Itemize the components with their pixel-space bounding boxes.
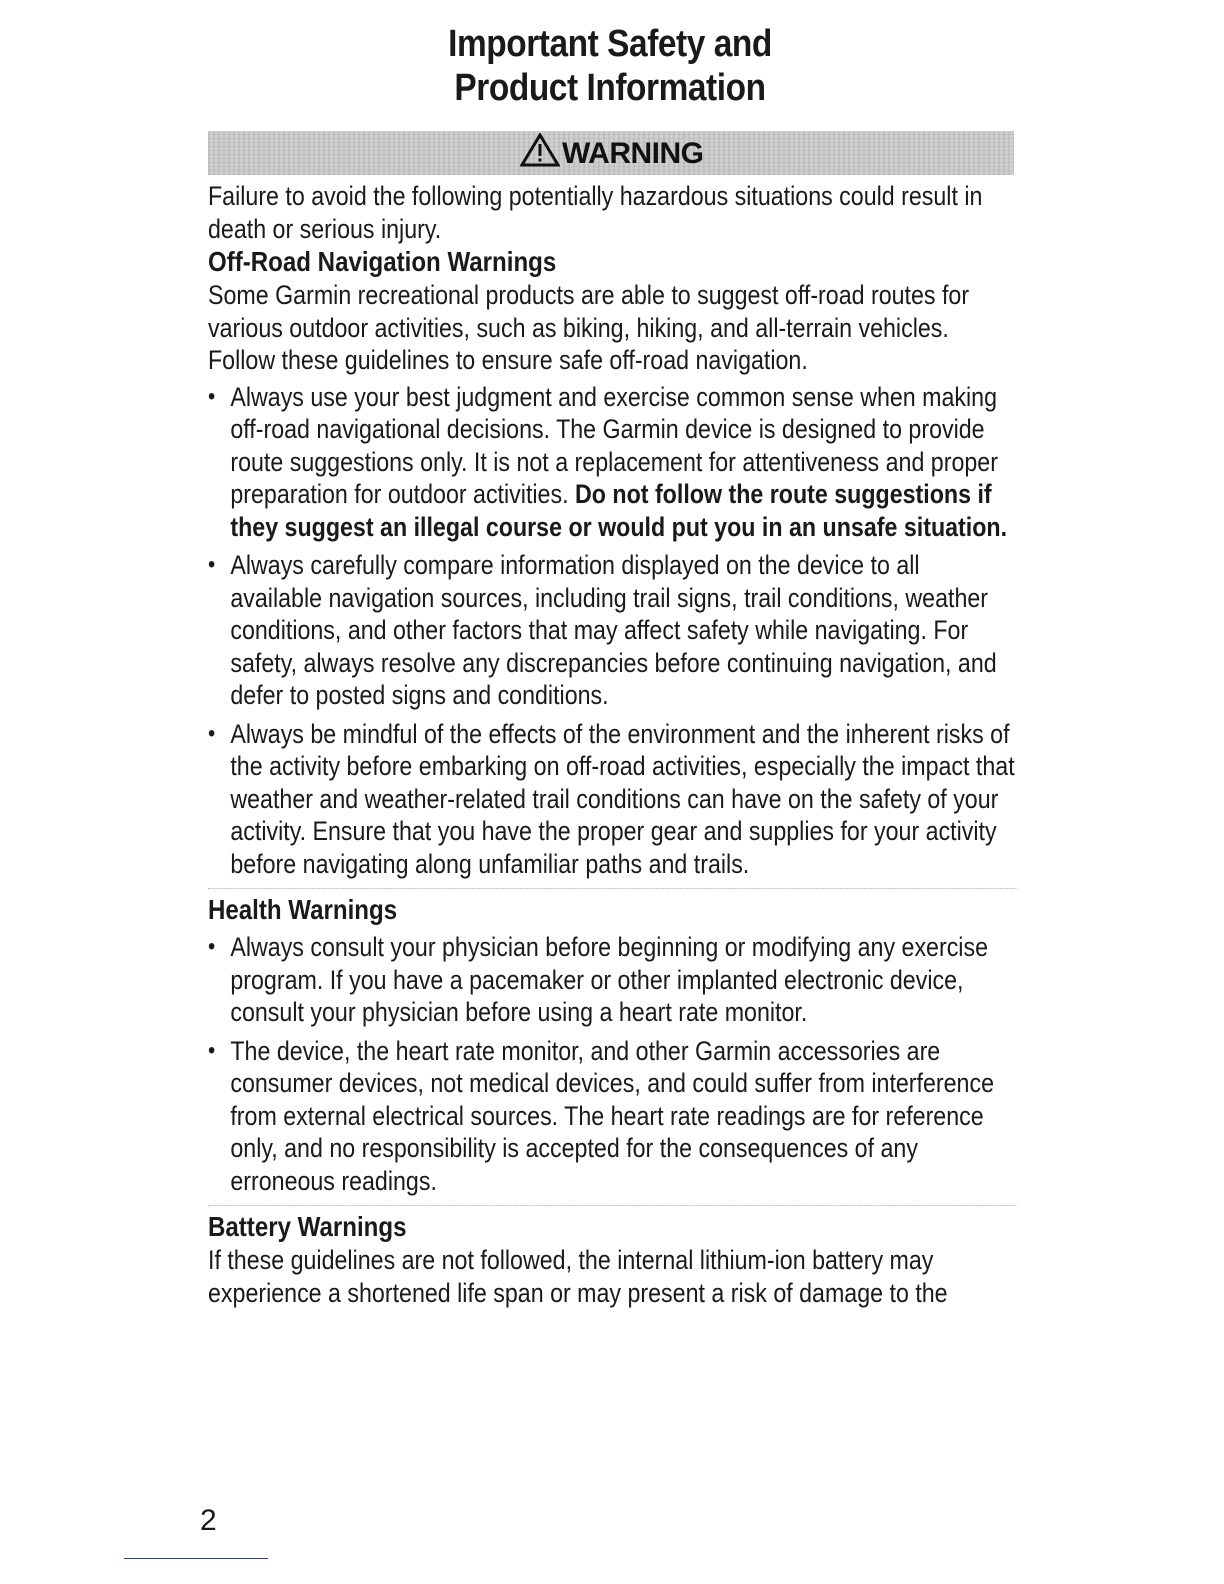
warning-label: WARNING: [562, 137, 704, 170]
warning-intro: Failure to avoid the following potentially hazardous situations could result in death or serious injury.: [208, 181, 983, 244]
page-title-line-2: Product Information: [454, 67, 766, 109]
section-divider: [208, 888, 1016, 889]
page-number: 2: [200, 1504, 217, 1537]
document-body: [208, 180, 1018, 1309]
heading-offroad: Off-Road Navigation Warnings: [208, 246, 557, 277]
heading-health: Health Warnings: [208, 894, 398, 925]
section-divider: [208, 1205, 1016, 1206]
list-item: [208, 931, 1016, 1029]
bullet-icon: •: [208, 719, 216, 747]
offroad-bullet-1-bold: Do not follow the route suggestions if they suggest an illegal course or would put you in an unsafe situation.: [230, 479, 1008, 542]
offroad-bullet-3-text: Always be mindful of the effects of the environment and the inherent risks of the activity before embarking on off-road activities, especially the impact that weather and weather-related trail conditions can have on the safety of your activity. Ensure that you have the proper gear and supplies for your activity before navigating along unfamiliar paths and trails.: [230, 718, 1015, 879]
footer-rule: [124, 1558, 268, 1559]
offroad-intro: Some Garmin recreational products are able to suggest off-road routes for various outdoor activities, such as biking, hiking, and all-terrain vehicles. Follow these guidelines to ensure safe off-road navigation.: [208, 280, 970, 375]
page-title: [364, 22, 857, 110]
health-bullet-1-text: Always consult your physician before beginning or modifying any exercise program. If you have a pacemaker or other implanted electronic device, consult your physician before using a heart rate monitor.: [230, 932, 988, 1027]
bullet-icon: •: [208, 1036, 216, 1064]
bullet-icon: •: [208, 933, 216, 960]
offroad-bullet-2-text: Always carefully compare information displayed on the device to all available navigation sources, including trail signs, trail conditions, weather conditions, and other factors that may affect safety while navigating. For safety, always resolve any discrepancies before continuing navigation, and defer to posted signs and conditions.: [230, 550, 997, 710]
heading-battery: Battery Warnings: [208, 1211, 407, 1242]
battery-intro: If these guidelines are not followed, the internal lithium-ion battery may experience a shortened life span or may present a risk of damage to the: [208, 1245, 948, 1308]
offroad-bullet-1-text: Always use your best judgment and exercise common sense when making off-road navigational decisions. The Garmin device is designed to provide route suggestions only. It is not a replacement for attentiveness and proper preparation for outdoor activities.: [230, 381, 998, 509]
offroad-bullet-list: [208, 381, 1016, 881]
list-item: [208, 549, 1016, 712]
bullet-icon: •: [208, 382, 216, 410]
list-item: [208, 718, 1016, 881]
condensed-text-wrapper: [208, 180, 1016, 1309]
health-bullet-2-text: The device, the heart rate monitor, and other Garmin accessories are consumer devices, not medical devices, and could suffer from interference from external electrical sources. The heart rate readings are for reference only, and no responsibility is accepted for the consequences of any erroneous readings.: [230, 1035, 994, 1196]
page-title-line-1: Important Safety and: [448, 23, 772, 65]
warning-triangle-icon: [520, 133, 562, 175]
list-item: [208, 1035, 1016, 1198]
warning-banner-label-group: [520, 134, 704, 174]
list-item: [208, 381, 1016, 544]
bullet-icon: •: [208, 551, 216, 578]
health-bullet-list: [208, 931, 1016, 1197]
